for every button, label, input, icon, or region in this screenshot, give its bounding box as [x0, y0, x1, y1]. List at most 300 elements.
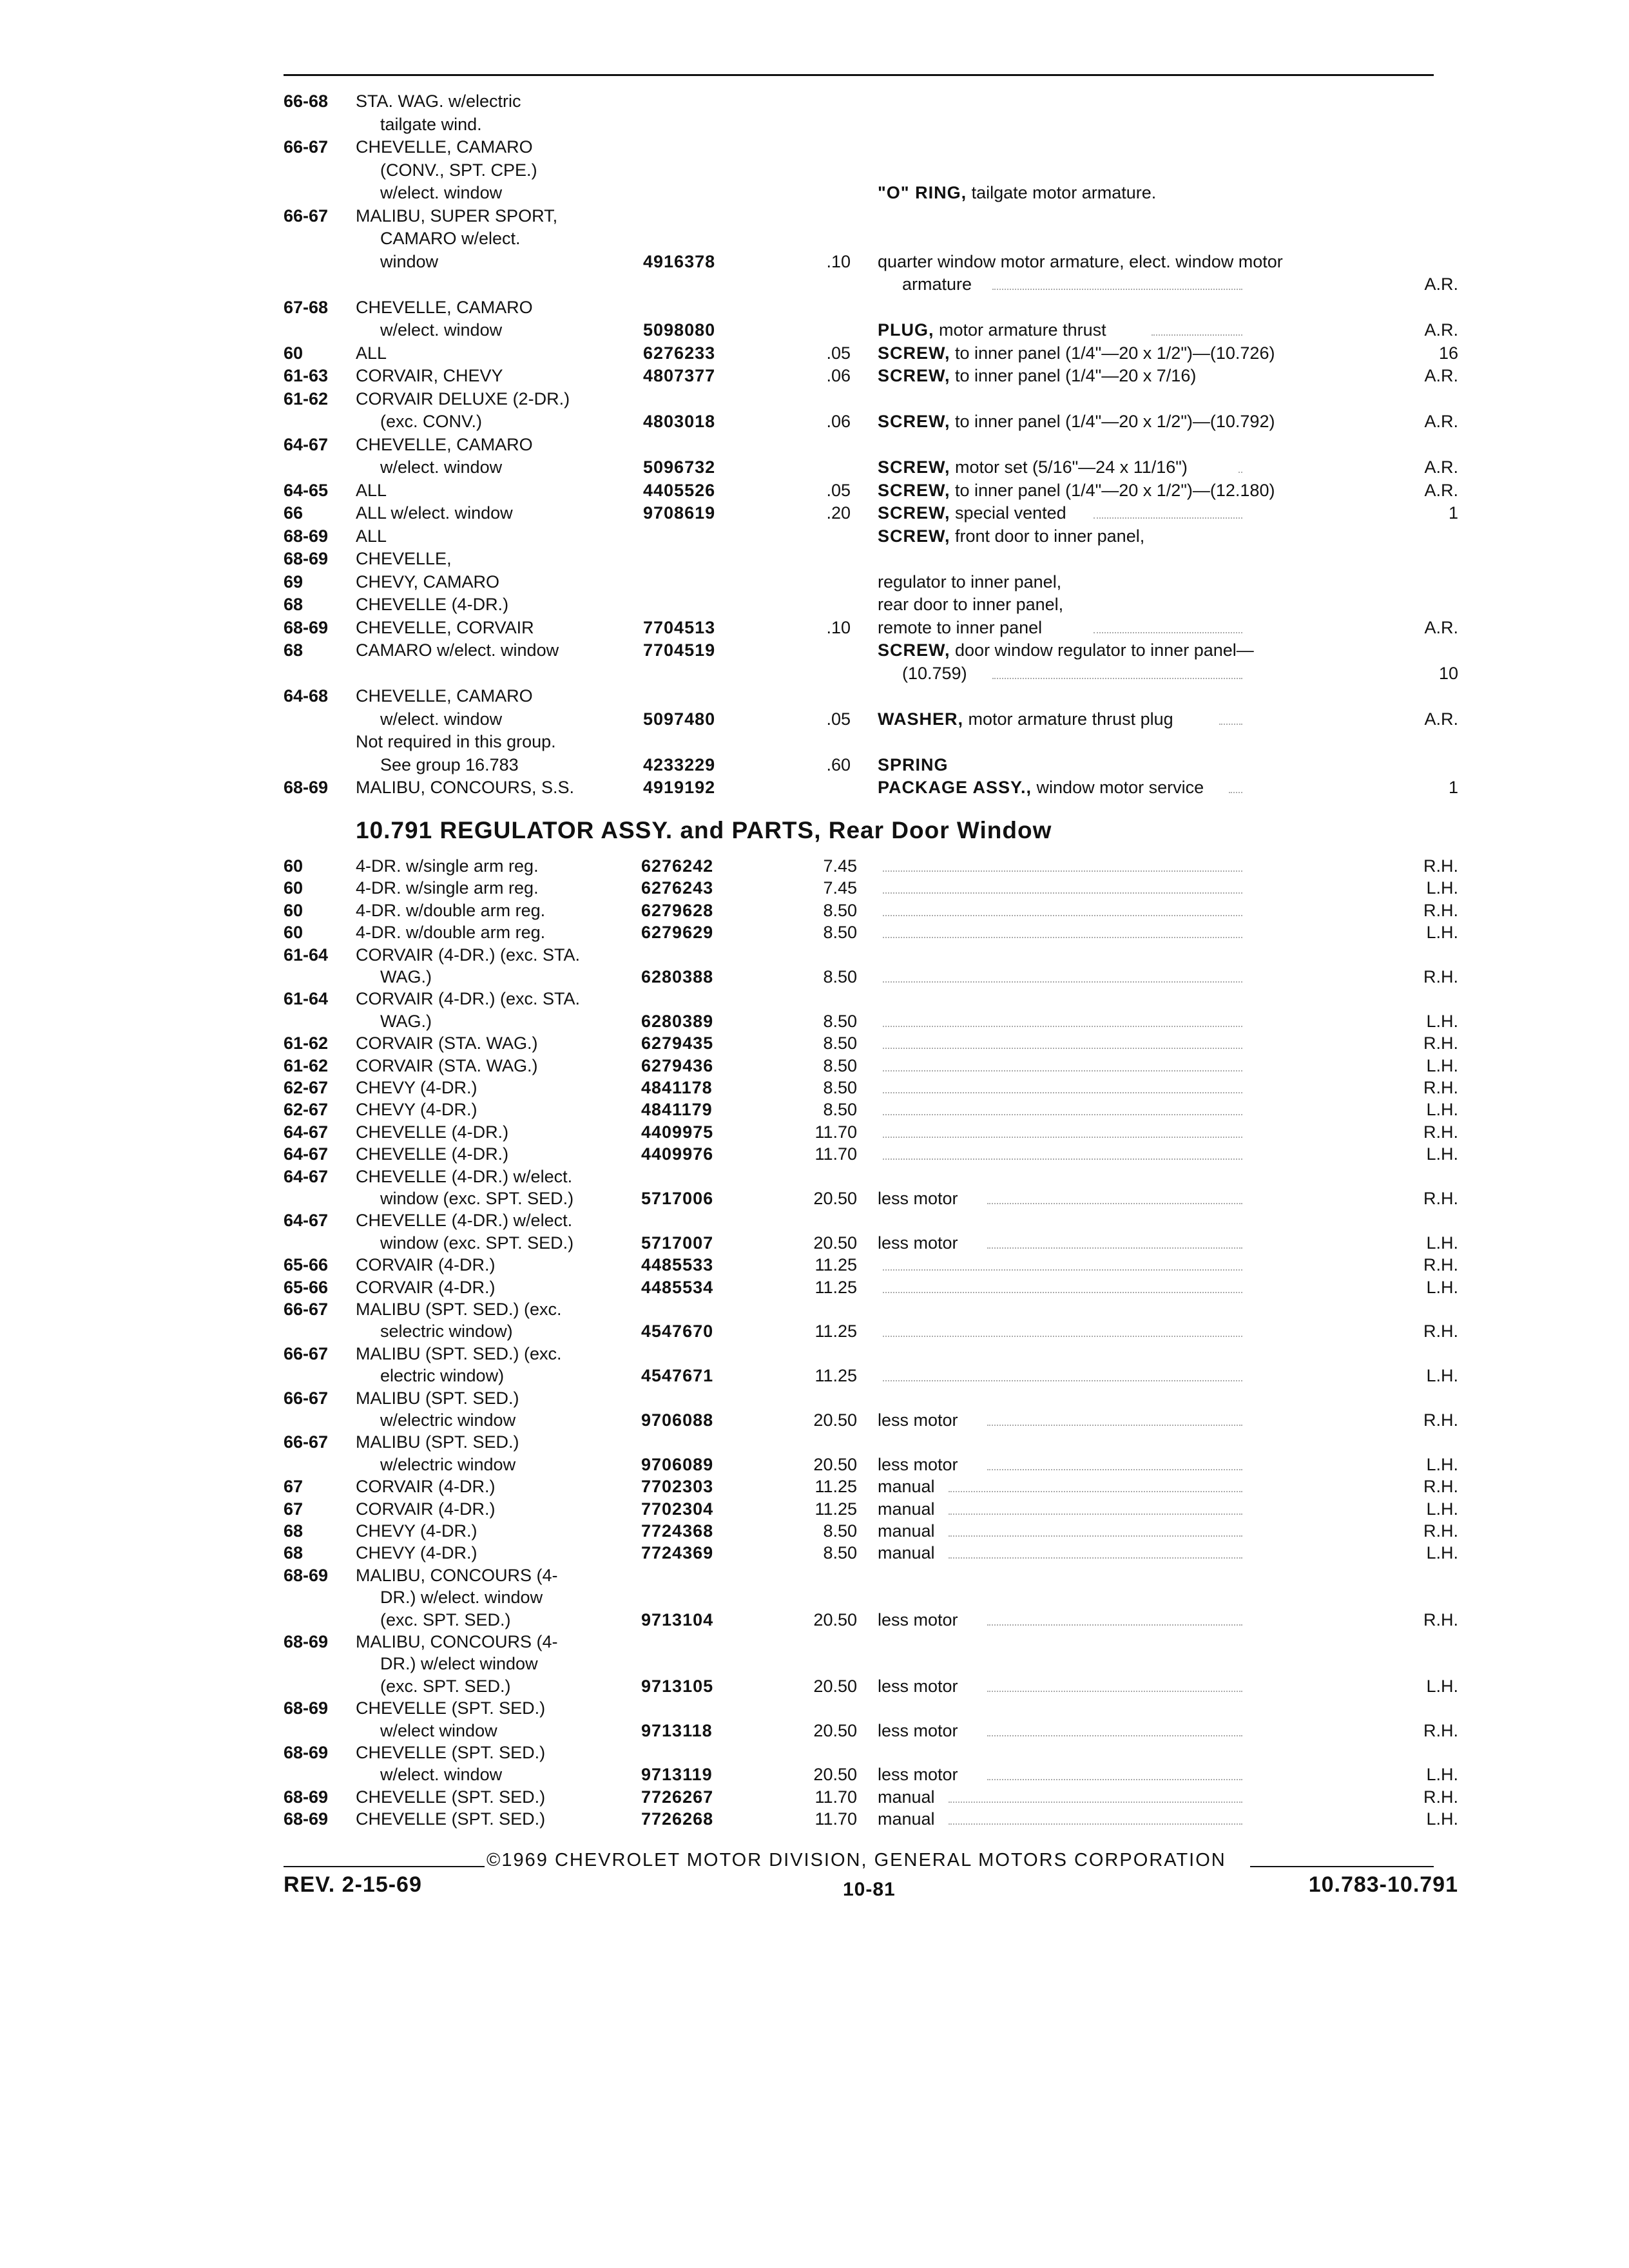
- model-description: (exc. SPT. SED.): [380, 1610, 511, 1629]
- leader-dots: [1094, 632, 1242, 633]
- model-description: Not required in this group.: [356, 732, 556, 751]
- leader-dots: [987, 1203, 1242, 1204]
- list-price: .10: [826, 617, 851, 637]
- table-row: [0, 456, 1629, 478]
- model-year: 68-69: [284, 1565, 329, 1585]
- quantity-or-side: A.R.: [1424, 320, 1458, 340]
- model-description: CHEVELLE, CAMARO: [356, 434, 533, 454]
- table-row: [0, 1564, 1629, 1586]
- quantity-or-side: A.R.: [1424, 617, 1458, 637]
- leader-dots: [949, 1514, 1242, 1515]
- model-description: CHEVY (4-DR.): [356, 1100, 477, 1120]
- model-year: 68-69: [284, 1632, 329, 1651]
- model-description: selectric window): [380, 1321, 513, 1341]
- part-description: (10.759): [902, 663, 967, 683]
- model-year: 66-67: [284, 206, 329, 226]
- model-description: MALIBU, CONCOURS (4-: [356, 1565, 558, 1585]
- table-row: [0, 342, 1629, 364]
- model-year: 62-67: [284, 1078, 329, 1097]
- model-year: 60: [284, 878, 304, 898]
- model-description: CORVAIR (4-DR.): [356, 1477, 496, 1497]
- leader-dots: [992, 678, 1242, 679]
- model-year: 61-64: [284, 945, 329, 965]
- part-description: armature: [902, 274, 972, 294]
- list-price: 8.50: [823, 967, 857, 986]
- list-price: 11.25: [815, 1499, 857, 1519]
- model-description: MALIBU (SPT. SED.): [356, 1388, 519, 1408]
- model-year: 65-66: [284, 1277, 329, 1297]
- model-description: CORVAIR, CHEVY: [356, 366, 503, 385]
- table-row: [0, 1475, 1629, 1497]
- model-description: WAG.): [380, 967, 432, 986]
- part-number: 9713105: [641, 1676, 714, 1696]
- model-description: CHEVELLE (SPT. SED.): [356, 1809, 546, 1829]
- model-year: 66-67: [284, 137, 329, 157]
- leader-dots: [883, 1114, 1242, 1115]
- part-number: 5098080: [643, 320, 716, 340]
- table-row: [0, 365, 1629, 387]
- list-price: 20.50: [813, 1189, 857, 1208]
- table-row: [0, 708, 1629, 730]
- table-row: [0, 1808, 1629, 1830]
- leader-dots: [949, 1557, 1242, 1559]
- part-description: quarter window motor armature, elect. window motor: [878, 251, 1283, 271]
- model-year: 68-69: [284, 526, 329, 546]
- table-row: [0, 1409, 1629, 1431]
- model-description: CHEVELLE (SPT. SED.): [356, 1787, 546, 1807]
- table-row: [0, 1055, 1629, 1077]
- leader-dots: [883, 1380, 1242, 1381]
- part-description: manual: [878, 1477, 935, 1497]
- model-year: 60: [284, 900, 304, 920]
- table-row: [0, 1320, 1629, 1342]
- part-number: 5717007: [641, 1233, 714, 1253]
- model-year: 60: [284, 923, 304, 943]
- list-price: .05: [826, 709, 851, 729]
- leader-dots: [1229, 792, 1242, 793]
- part-number: 7724369: [641, 1543, 714, 1563]
- part-description: manual: [878, 1543, 935, 1563]
- table-row: [0, 1010, 1629, 1032]
- part-description: PACKAGE ASSY., window motor service: [878, 778, 1204, 797]
- part-description: regulator to inner panel,: [878, 572, 1062, 591]
- table-row: [0, 434, 1629, 456]
- part-number: 4916378: [643, 251, 716, 271]
- model-description: DR.) w/elect. window: [380, 1588, 543, 1608]
- list-price: .05: [826, 343, 851, 363]
- list-price: 7.45: [823, 856, 857, 876]
- table-row: [0, 662, 1629, 684]
- footer-revision: REV. 2-15-69: [284, 1872, 422, 1897]
- model-description: CHEVELLE (4-DR.): [356, 595, 509, 614]
- model-description: MALIBU, CONCOURS (4-: [356, 1632, 558, 1651]
- list-price: .06: [826, 412, 851, 431]
- table-row: [0, 1365, 1629, 1387]
- part-number: 9713119: [641, 1765, 713, 1785]
- table-row: [0, 1742, 1629, 1763]
- model-description: w/elect. window: [380, 457, 503, 477]
- part-description: less motor: [878, 1410, 958, 1430]
- model-description: w/elect. window: [380, 183, 503, 202]
- model-year: 67: [284, 1477, 304, 1497]
- list-price: .10: [826, 251, 851, 271]
- part-number: 7724368: [641, 1521, 714, 1541]
- model-year: 67-68: [284, 297, 329, 317]
- list-price: 8.50: [823, 1100, 857, 1120]
- quantity-or-side: A.R.: [1424, 412, 1458, 431]
- table-row: [0, 571, 1629, 593]
- leader-dots: [883, 937, 1242, 938]
- table-row: [0, 944, 1629, 966]
- table-row: [0, 1077, 1629, 1099]
- model-description: w/electric window: [380, 1410, 516, 1430]
- table-row: [0, 1387, 1629, 1409]
- model-description: CORVAIR (STA. WAG.): [356, 1033, 538, 1053]
- model-description: ALL: [356, 526, 387, 546]
- part-number: 4409976: [641, 1144, 714, 1164]
- part-description: rear door to inner panel,: [878, 595, 1064, 614]
- part-number: 9706088: [641, 1410, 714, 1430]
- model-year: 61-64: [284, 989, 329, 1009]
- model-description: CORVAIR (4-DR.): [356, 1499, 496, 1519]
- table-row: [0, 1187, 1629, 1209]
- model-description: CHEVELLE (4-DR.) w/elect.: [356, 1166, 573, 1186]
- model-description: CHEVELLE, CAMARO: [356, 297, 533, 317]
- model-description: CHEVELLE, CORVAIR: [356, 617, 534, 637]
- part-description: less motor: [878, 1765, 958, 1785]
- part-number: 4807377: [643, 366, 716, 385]
- model-description: CHEVELLE (4-DR.): [356, 1122, 509, 1142]
- model-year: 68: [284, 1521, 304, 1541]
- model-description: CHEVELLE,: [356, 549, 452, 568]
- footer-group-range: 10.783-10.791: [1308, 1872, 1458, 1897]
- model-year: 62-67: [284, 1100, 329, 1120]
- part-number: 4405526: [643, 480, 716, 500]
- model-description: CORVAIR (4-DR.) (exc. STA.: [356, 945, 581, 965]
- table-row: [0, 754, 1629, 776]
- model-description: ALL: [356, 343, 387, 363]
- part-number: 7726268: [641, 1809, 714, 1829]
- leader-dots: [883, 1336, 1242, 1337]
- model-description: MALIBU (SPT. SED.) (exc.: [356, 1300, 562, 1319]
- table-row: [0, 1099, 1629, 1120]
- part-number: 4841179: [641, 1100, 713, 1120]
- table-row: [0, 617, 1629, 639]
- quantity-or-side: L.H.: [1426, 1499, 1458, 1519]
- part-description: WASHER, motor armature thrust plug: [878, 709, 1173, 729]
- table-row: [0, 1276, 1629, 1298]
- part-number: 6279435: [641, 1033, 714, 1053]
- leader-dots: [883, 1292, 1242, 1293]
- table-row: [0, 502, 1629, 524]
- quantity-or-side: R.H.: [1423, 856, 1458, 876]
- model-year: 68: [284, 1543, 304, 1563]
- part-number: 4919192: [643, 778, 716, 797]
- part-description: manual: [878, 1809, 935, 1829]
- leader-dots: [883, 1048, 1242, 1049]
- model-description: CHEVELLE, CAMARO: [356, 686, 533, 706]
- footer-rule-right: [1250, 1866, 1434, 1867]
- table-row: [0, 1586, 1629, 1608]
- part-description: "O" RING, tailgate motor armature.: [878, 183, 1157, 202]
- list-price: 8.50: [823, 1543, 857, 1563]
- model-year: 60: [284, 856, 304, 876]
- quantity-or-side: R.H.: [1423, 1078, 1458, 1097]
- leader-dots: [883, 892, 1242, 894]
- table-row: [0, 1032, 1629, 1054]
- model-year: 69: [284, 572, 304, 591]
- quantity-or-side: 10: [1438, 663, 1458, 683]
- part-number: 7702303: [641, 1477, 714, 1497]
- model-year: 68: [284, 595, 304, 614]
- model-year: 66-67: [284, 1432, 329, 1452]
- model-description: CHEVELLE (SPT. SED.): [356, 1743, 546, 1762]
- part-number: 4841178: [641, 1078, 713, 1097]
- part-description: less motor: [878, 1189, 958, 1208]
- model-description: CHEVELLE (SPT. SED.): [356, 1698, 546, 1718]
- list-price: 11.25: [815, 1321, 857, 1341]
- quantity-or-side: R.H.: [1423, 1610, 1458, 1629]
- quantity-or-side: R.H.: [1423, 1033, 1458, 1053]
- part-description: less motor: [878, 1676, 958, 1696]
- quantity-or-side: L.H.: [1426, 1454, 1458, 1474]
- model-description: 4-DR. w/single arm reg.: [356, 856, 539, 876]
- quantity-or-side: L.H.: [1426, 1809, 1458, 1829]
- model-description: CORVAIR (4-DR.): [356, 1277, 496, 1297]
- model-description: CHEVY (4-DR.): [356, 1521, 477, 1541]
- leader-dots: [883, 870, 1242, 872]
- leader-dots: [883, 1158, 1242, 1160]
- leader-dots: [1239, 472, 1242, 473]
- model-description: CORVAIR (4-DR.): [356, 1255, 496, 1275]
- leader-dots: [992, 289, 1242, 290]
- quantity-or-side: L.H.: [1426, 1366, 1458, 1386]
- model-description: (exc. SPT. SED.): [380, 1676, 511, 1696]
- list-price: 11.25: [815, 1277, 857, 1297]
- model-year: 65-66: [284, 1255, 329, 1275]
- model-description: MALIBU, SUPER SPORT,: [356, 206, 558, 226]
- model-year: 68-69: [284, 549, 329, 568]
- table-row: [0, 136, 1629, 158]
- footer-copyright: ©1969 CHEVROLET MOTOR DIVISION, GENERAL MOTORS CORPORATION: [487, 1850, 1226, 1870]
- table-row: [0, 1343, 1629, 1365]
- model-description: window (exc. SPT. SED.): [380, 1189, 574, 1208]
- leader-dots: [1219, 724, 1242, 725]
- leader-dots: [1094, 517, 1242, 519]
- model-year: 67: [284, 1499, 304, 1519]
- part-number: 6276242: [641, 856, 714, 876]
- model-description: CHEVELLE (4-DR.): [356, 1144, 509, 1164]
- list-price: 20.50: [813, 1610, 857, 1629]
- quantity-or-side: L.H.: [1426, 1055, 1458, 1075]
- list-price: 11.70: [815, 1809, 857, 1829]
- part-description: SCREW, to inner panel (1/4"—20 x 7/16): [878, 366, 1197, 385]
- model-description: MALIBU (SPT. SED.): [356, 1432, 519, 1452]
- model-description: WAG.): [380, 1011, 432, 1031]
- table-row: [0, 1697, 1629, 1719]
- table-row: [0, 1653, 1629, 1675]
- list-price: 8.50: [823, 1033, 857, 1053]
- quantity-or-side: A.R.: [1424, 480, 1458, 500]
- table-row: [0, 1232, 1629, 1254]
- table-row: [0, 388, 1629, 410]
- part-description: SCREW, motor set (5/16"—24 x 11/16"): [878, 457, 1188, 477]
- model-description: w/electric window: [380, 1454, 516, 1474]
- part-description: manual: [878, 1499, 935, 1519]
- list-price: .20: [826, 503, 851, 523]
- part-description: SCREW, to inner panel (1/4"—20 x 1/2")—(10.726): [878, 343, 1275, 363]
- leader-dots: [949, 1535, 1242, 1537]
- table-row: [0, 1298, 1629, 1320]
- table-row: [0, 1209, 1629, 1231]
- table-row: [0, 1166, 1629, 1187]
- model-year: 68-69: [284, 617, 329, 637]
- leader-dots: [987, 1469, 1242, 1470]
- quantity-or-side: R.H.: [1423, 1255, 1458, 1275]
- part-number: 6280389: [641, 1011, 714, 1031]
- model-description: window (exc. SPT. SED.): [380, 1233, 574, 1253]
- model-year: 66-68: [284, 91, 329, 111]
- model-description: electric window): [380, 1366, 505, 1386]
- part-number: 7704513: [643, 617, 716, 637]
- part-number: 6279628: [641, 900, 714, 920]
- quantity-or-side: L.H.: [1426, 1144, 1458, 1164]
- model-description: tailgate wind.: [380, 114, 482, 134]
- top-rule: [284, 74, 1434, 76]
- part-number: 5717006: [641, 1189, 714, 1208]
- part-number: 6276233: [643, 343, 716, 363]
- quantity-or-side: L.H.: [1426, 1765, 1458, 1785]
- list-price: 8.50: [823, 1078, 857, 1097]
- table-row: [0, 319, 1629, 341]
- part-description: SPRING: [878, 754, 949, 774]
- model-year: 60: [284, 343, 304, 363]
- table-row: [0, 1121, 1629, 1143]
- leader-dots: [949, 1491, 1242, 1492]
- model-year: 66-67: [284, 1388, 329, 1408]
- table-row: [0, 205, 1629, 227]
- model-description: CORVAIR DELUXE (2-DR.): [356, 389, 570, 408]
- quantity-or-side: L.H.: [1426, 1676, 1458, 1696]
- list-price: 20.50: [813, 1454, 857, 1474]
- table-row: [0, 685, 1629, 707]
- part-number: 7726267: [641, 1787, 714, 1807]
- leader-dots: [1152, 334, 1242, 336]
- model-year: 61-62: [284, 389, 329, 408]
- model-year: 64-67: [284, 1211, 329, 1231]
- model-year: 66-67: [284, 1300, 329, 1319]
- part-description: less motor: [878, 1233, 958, 1253]
- model-description: CAMARO w/elect.: [380, 229, 521, 248]
- table-row: [0, 273, 1629, 295]
- leader-dots: [883, 1070, 1242, 1072]
- leader-dots: [883, 1137, 1242, 1138]
- list-price: 11.70: [815, 1144, 857, 1164]
- model-description: CORVAIR (STA. WAG.): [356, 1055, 538, 1075]
- model-year: 68: [284, 640, 304, 660]
- quantity-or-side: R.H.: [1423, 1122, 1458, 1142]
- list-price: 7.45: [823, 878, 857, 898]
- model-year: 64-67: [284, 1166, 329, 1186]
- model-description: CHEVY, CAMARO: [356, 572, 500, 591]
- part-description: manual: [878, 1787, 935, 1807]
- part-description: less motor: [878, 1454, 958, 1474]
- section-title: 10.791 REGULATOR ASSY. and PARTS, Rear Door Window: [356, 817, 1052, 843]
- quantity-or-side: 1: [1448, 778, 1458, 797]
- quantity-or-side: L.H.: [1426, 878, 1458, 898]
- table-row: [0, 479, 1629, 501]
- leader-dots: [883, 915, 1242, 916]
- model-year: 66: [284, 503, 304, 523]
- model-description: (exc. CONV.): [380, 412, 483, 431]
- leader-dots: [987, 1691, 1242, 1692]
- list-price: 11.25: [815, 1477, 857, 1497]
- quantity-or-side: L.H.: [1426, 1100, 1458, 1120]
- model-year: 64-68: [284, 686, 329, 706]
- table-row: [0, 877, 1629, 899]
- model-description: w/elect. window: [380, 709, 503, 729]
- table-row: [0, 1631, 1629, 1653]
- part-number: 9713118: [641, 1720, 713, 1740]
- model-year: 66-67: [284, 1343, 329, 1363]
- part-number: 7704519: [643, 640, 716, 660]
- table-row: [0, 525, 1629, 547]
- list-price: 20.50: [813, 1720, 857, 1740]
- model-description: DR.) w/elect window: [380, 1654, 538, 1674]
- model-year: 68-69: [284, 1809, 329, 1829]
- list-price: .05: [826, 480, 851, 500]
- part-number: 4233229: [643, 754, 716, 774]
- model-year: 61-62: [284, 1033, 329, 1053]
- part-number: 4803018: [643, 412, 716, 431]
- table-row: [0, 1542, 1629, 1564]
- quantity-or-side: R.H.: [1423, 1720, 1458, 1740]
- quantity-or-side: R.H.: [1423, 1189, 1458, 1208]
- quantity-or-side: 16: [1438, 343, 1458, 363]
- list-price: 20.50: [813, 1233, 857, 1253]
- model-year: 68-69: [284, 1787, 329, 1807]
- table-row: [0, 1254, 1629, 1276]
- part-number: 6279629: [641, 923, 714, 943]
- list-price: 11.70: [815, 1787, 857, 1807]
- model-year: 61-63: [284, 366, 329, 385]
- leader-dots: [987, 1425, 1242, 1426]
- model-description: See group 16.783: [380, 754, 519, 774]
- part-description: less motor: [878, 1720, 958, 1740]
- part-number: 9708619: [643, 503, 716, 523]
- model-year: 68-69: [284, 1698, 329, 1718]
- leader-dots: [949, 1802, 1242, 1803]
- leader-dots: [883, 981, 1242, 983]
- table-row: [0, 593, 1629, 615]
- table-row: [0, 548, 1629, 570]
- model-year: 68-69: [284, 778, 329, 797]
- model-description: CAMARO w/elect. window: [356, 640, 559, 660]
- list-price: .60: [826, 754, 851, 774]
- table-row: [0, 899, 1629, 921]
- model-year: 64-67: [284, 434, 329, 454]
- model-description: 4-DR. w/double arm reg.: [356, 900, 546, 920]
- quantity-or-side: R.H.: [1423, 1477, 1458, 1497]
- quantity-or-side: R.H.: [1423, 967, 1458, 986]
- table-row: [0, 296, 1629, 318]
- quantity-or-side: L.H.: [1426, 1011, 1458, 1031]
- list-price: 8.50: [823, 900, 857, 920]
- model-year: 64-67: [284, 1144, 329, 1164]
- quantity-or-side: R.H.: [1423, 1410, 1458, 1430]
- list-price: 11.25: [815, 1366, 857, 1386]
- quantity-or-side: A.R.: [1424, 366, 1458, 385]
